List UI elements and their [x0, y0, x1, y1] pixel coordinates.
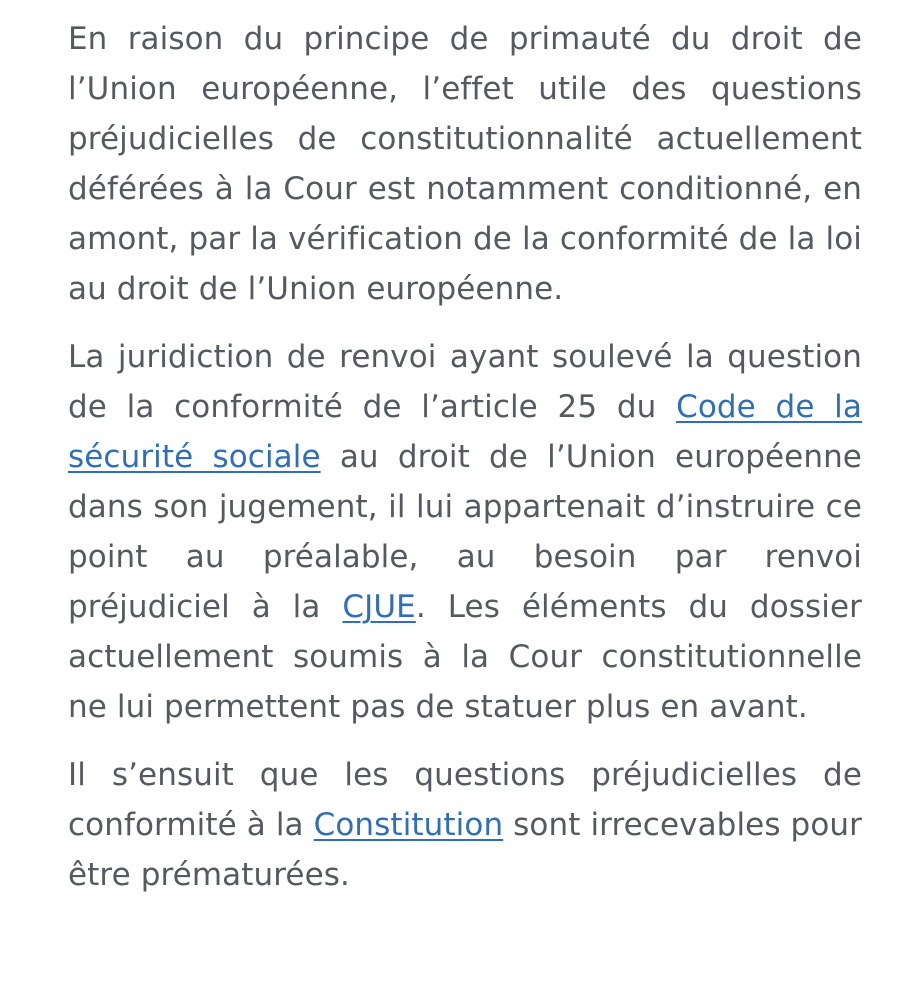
paragraph-referral-text-2: au droit de l’Union européenne dans son jugement, il lui appartenait d’instruire ce point au préalable, au besoin par renvoi préjudiciel à la: [68, 439, 862, 625]
paragraph-referral-text-1: La juridiction de renvoi ayant soulevé la question de la conformité de l’article 25 du: [68, 339, 862, 425]
link-constitution[interactable]: Constitution: [313, 807, 504, 843]
paragraph-conclusion: [68, 750, 862, 900]
paragraph-conclusion-text-2: sont irrecevables pour être prématurées.: [68, 807, 862, 893]
link-code-securite-sociale[interactable]: Code de la sécurité sociale: [68, 389, 862, 475]
paragraph-primacy-text: En raison du principe de primauté du droit de l’Union européenne, l’effet utile des questions préjudicielles de constitutionnalité actuellement déférées à la Cour est notamment conditionné, en amont, par la vérification de la conformité de la loi au droit de l’Union européenne.: [68, 21, 862, 307]
paragraph-primacy: [68, 14, 862, 314]
paragraph-referral: [68, 332, 862, 732]
paragraph-conclusion-text-1: Il s’ensuit que les questions préjudicielles de conformité à la: [68, 757, 862, 843]
link-cjue[interactable]: CJUE: [342, 589, 416, 625]
paragraph-referral-text-3: . Les éléments du dossier actuellement soumis à la Cour constitutionnelle ne lui permettent pas de statuer plus en avant.: [68, 589, 863, 725]
